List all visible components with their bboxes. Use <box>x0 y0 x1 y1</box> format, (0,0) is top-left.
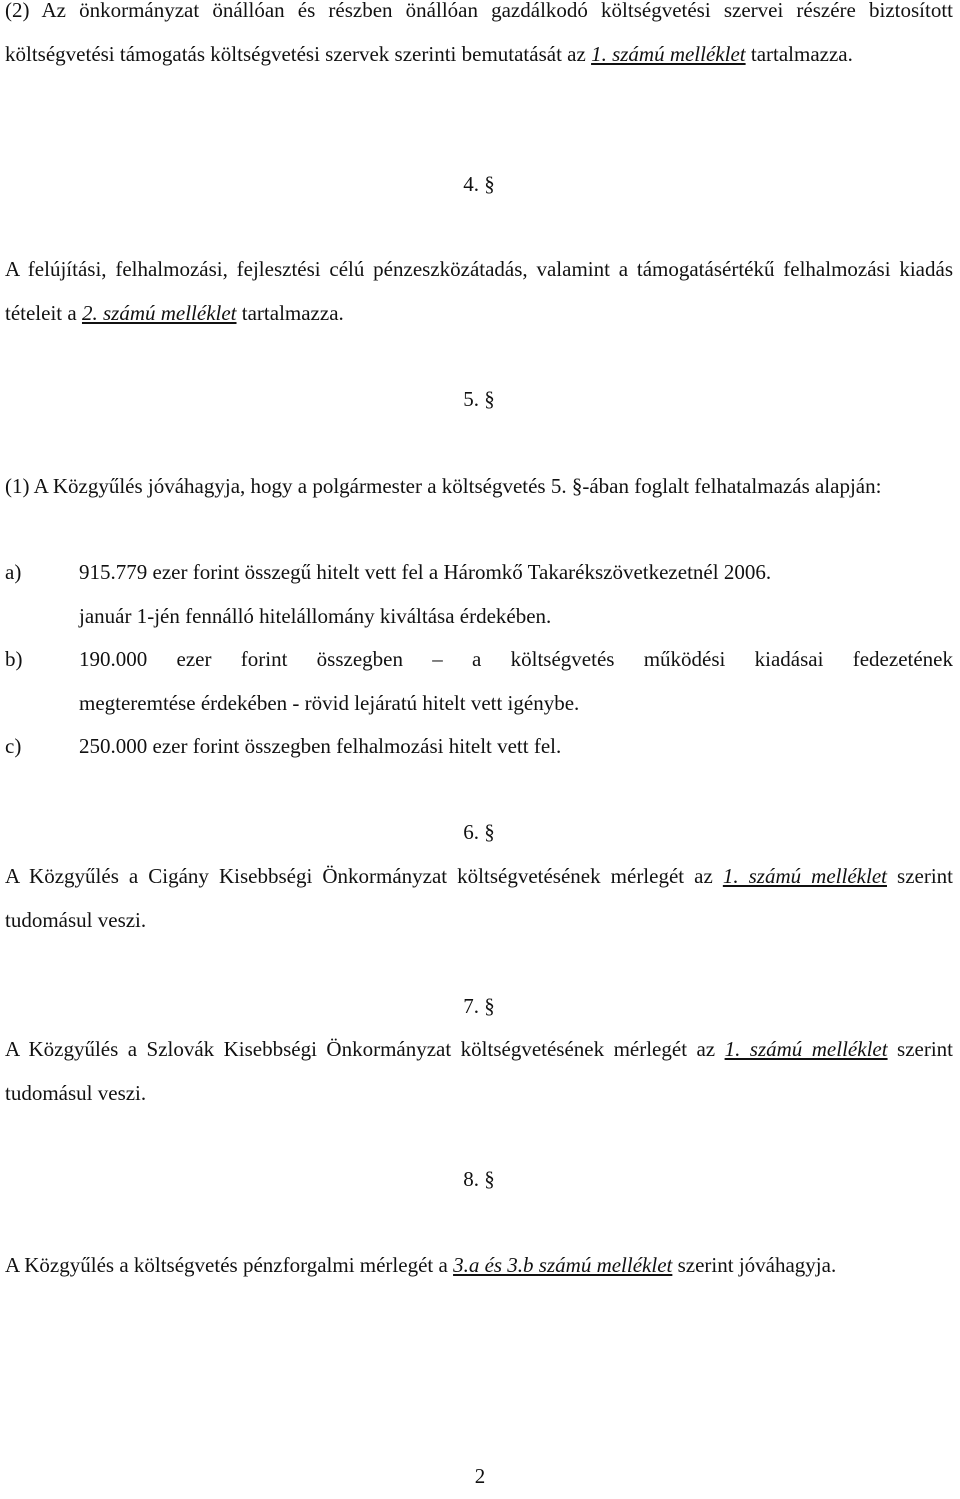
section-6-text-end: szerint tudomásul veszi. <box>5 864 954 932</box>
list-item-text-line-2: megteremtése érdekében - rövid lejáratú hitelt vett igénybe. <box>79 691 580 715</box>
section-8-text: A Közgyűlés a költségvetés pénzforgalmi mérlegét a <box>5 1253 454 1277</box>
section-8-text-end: szerint jóváhagyja. <box>672 1253 837 1277</box>
paragraph-text-end: tartalmazza. <box>745 41 853 66</box>
section-4-heading: 4. § <box>463 172 495 196</box>
list-item-c <box>5 725 953 769</box>
list-item-text-line-1: 190.000 ezer forint összegben – a költségvetés működési kiadásai fedezetének <box>79 647 953 671</box>
section-7-body <box>5 1028 953 1115</box>
section-4-text: A felújítási, felhalmozási, fejlesztési célú pénzeszközátadás, valamint a támogatásértékű felhalmozási kiadás tételeit a <box>5 257 953 325</box>
section-3-paragraph-2 <box>5 0 953 76</box>
paragraph-text: (2) Az önkormányzat önállóan és részben önállóan gazdálkodó költségvetési szervei részére biztosított költségvetési támogatás költségvetési szervek szerinti bemutatását az <box>5 0 953 66</box>
section-4-body <box>5 248 953 335</box>
list-item-a <box>5 551 953 595</box>
list-marker: a) <box>5 560 22 584</box>
page-number: 2 <box>474 1464 486 1488</box>
list-item-text-line-1: 250.000 ezer forint összegben felhalmozási hitelt vett fel. <box>79 734 562 758</box>
list-marker: c) <box>5 734 22 758</box>
annex-1-link[interactable]: 1. számú melléklet <box>591 41 746 66</box>
section-4-text-end: tartalmazza. <box>236 300 344 325</box>
section-8-heading: 8. § <box>463 1167 495 1191</box>
list-marker: b) <box>5 647 23 671</box>
section-5-paragraph-1 <box>5 465 953 509</box>
annex-2-link[interactable]: 2. számú melléklet <box>81 300 237 325</box>
section-7-heading: 7. § <box>463 994 495 1018</box>
section-6-body <box>5 855 953 942</box>
section-7-text-end: szerint tudomásul veszi. <box>5 1037 953 1105</box>
section-5-text: (1) A Közgyűlés jóváhagyja, hogy a polgármester a költségvetés 5. §-ában foglalt felhatalmazás alapján: <box>5 474 882 498</box>
section-6-text: A Közgyűlés a Cigány Kisebbségi Önkormányzat költségvetésének mérlegét az <box>5 864 723 888</box>
section-8-body <box>5 1244 953 1288</box>
section-7-text: A Közgyűlés a Szlovák Kisebbségi Önkormányzat költségvetésének mérlegét az <box>5 1037 725 1061</box>
section-5-heading: 5. § <box>463 387 495 411</box>
list-item-text-line-2: január 1-jén fennálló hitelállomány kiváltása érdekében. <box>79 604 552 628</box>
annex-1-link[interactable]: 1. számú melléklet <box>722 864 887 888</box>
annex-3-link[interactable]: 3.a és 3.b számú melléklet <box>453 1253 673 1277</box>
list-item-text-line-1: 915.779 ezer forint összegű hitelt vett fel a Háromkő Takarékszövetkezetnél 2006. <box>79 560 772 584</box>
list-item-b <box>5 638 953 682</box>
section-6-heading: 6. § <box>463 820 495 844</box>
annex-1-link[interactable]: 1. számú melléklet <box>724 1037 888 1061</box>
